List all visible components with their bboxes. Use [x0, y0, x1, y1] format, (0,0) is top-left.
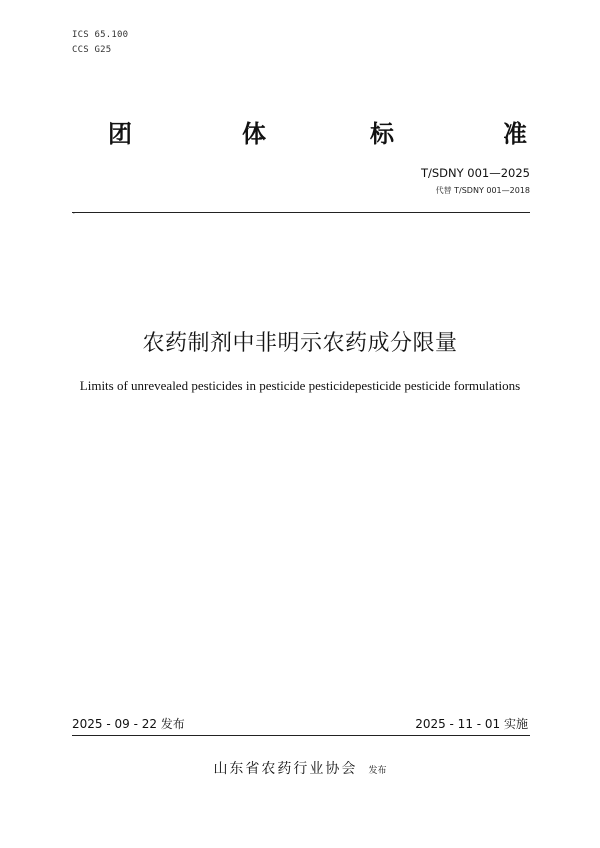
document-title-english: Limits of unrevealed pesticides in pesticide pesticidepesticide pesticide formulations: [79, 378, 521, 393]
top-divider: [72, 212, 530, 213]
tick-mark: 、: [72, 206, 80, 215]
bottom-divider: [72, 735, 530, 736]
publisher-suffix: 发布: [368, 766, 387, 776]
standard-type-char: 体: [242, 120, 266, 148]
issue-date: 2025 - 09 - 22 发布: [72, 717, 185, 731]
standard-type-heading: [0, 114, 600, 148]
implementation-date: 2025 - 11 - 01 实施: [415, 717, 528, 731]
standard-type-char: 准: [503, 120, 527, 148]
standard-type-char: 团: [108, 120, 132, 148]
replaced-standard-number: 代替 T/SDNY 001—2018: [435, 186, 530, 195]
publisher-line: [0, 758, 600, 778]
ccs-code: CCS G25: [72, 45, 112, 55]
publisher-name: 山东省农药行业协会: [213, 761, 358, 777]
document-title-chinese: 农药制剂中非明示农药成分限量: [142, 331, 458, 356]
standard-type-char: 标: [370, 120, 394, 148]
standard-number: T/SDNY 001—2025: [420, 166, 530, 180]
ics-code: ICS 65.100: [72, 30, 129, 40]
